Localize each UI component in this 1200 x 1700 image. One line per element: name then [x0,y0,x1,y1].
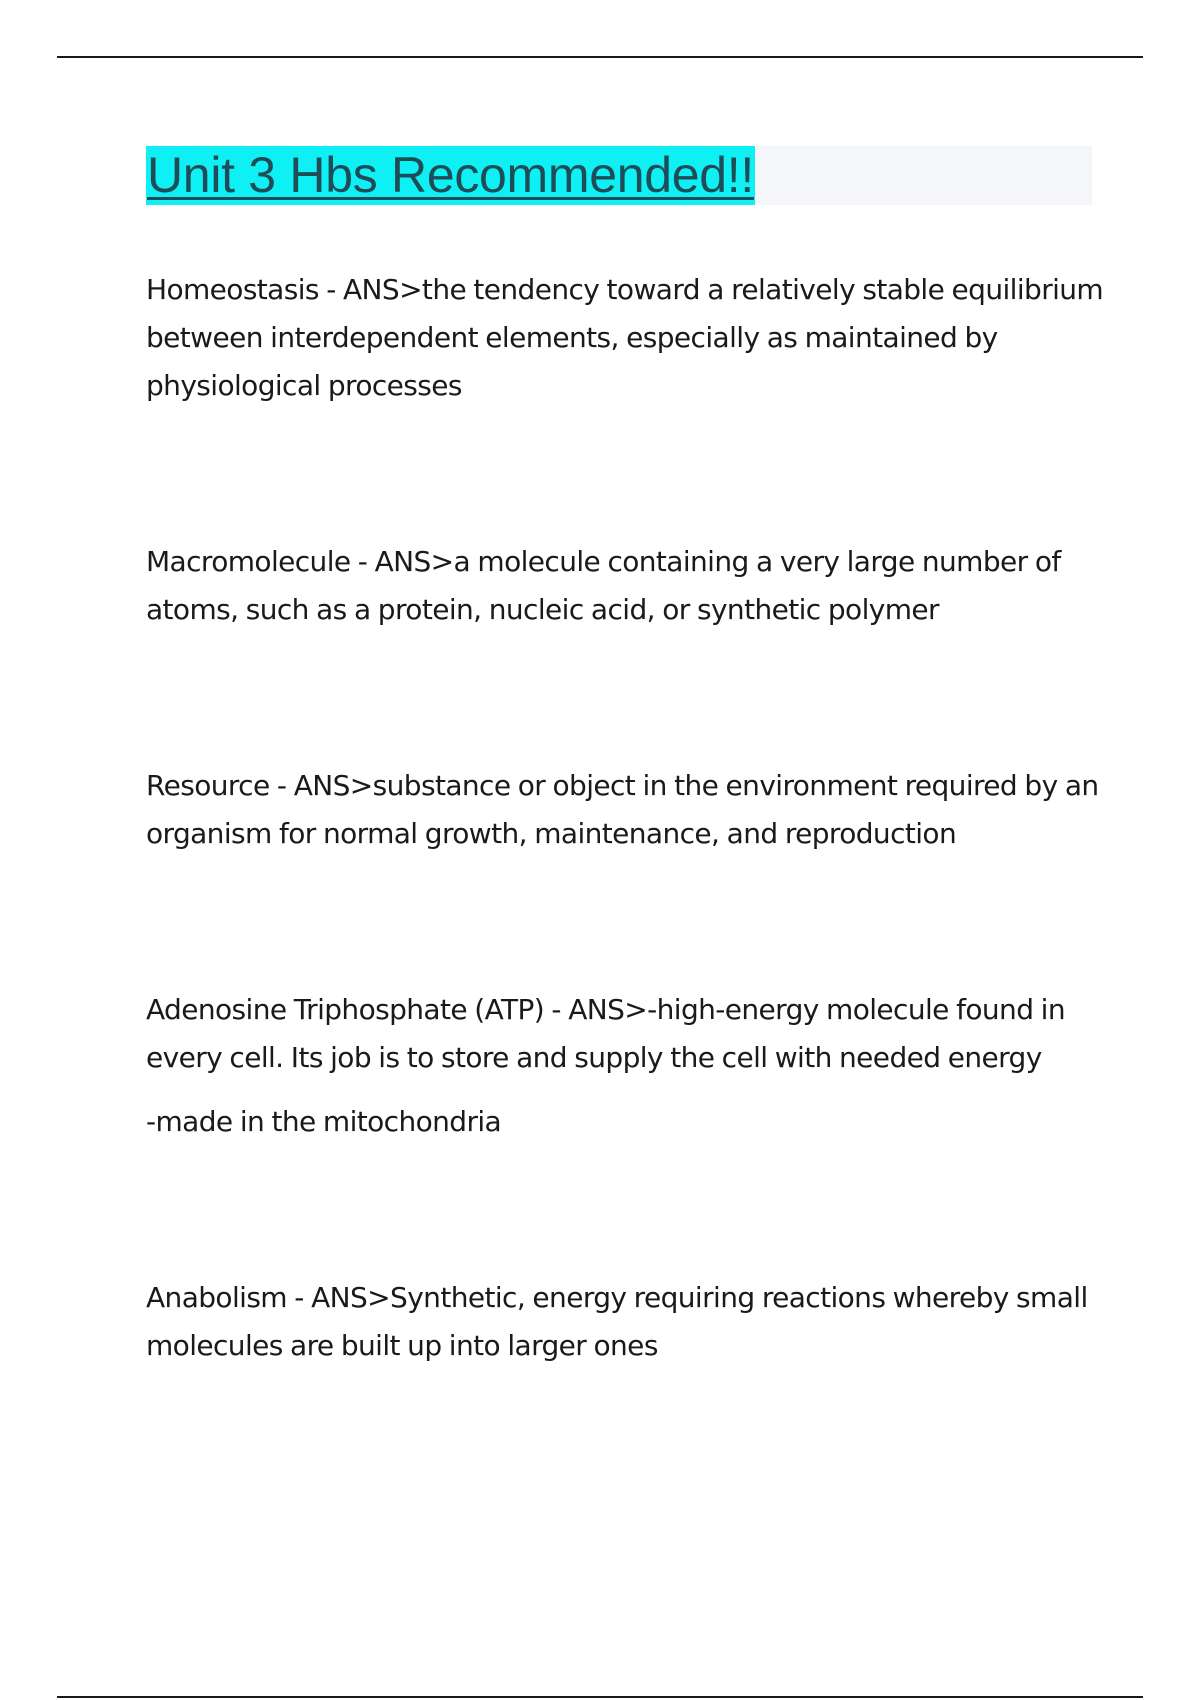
document-body [146,266,1106,1370]
entry-macromolecule: Macromolecule - ANS>a molecule containing a very large number of atoms, such as a protein, nucleic acid, or synthetic polymer [146,545,1061,626]
top-rule [57,56,1143,58]
document-title: Unit 3 Hbs Recommended!! [147,147,754,203]
entry-resource: Resource - ANS>substance or object in the environment required by an organism for normal growth, maintenance, and reproduction [146,769,1099,850]
bottom-rule [57,1696,1143,1698]
entry-anabolism: Anabolism - ANS>Synthetic, energy requiring reactions whereby small molecules are built up into larger ones [146,1281,1088,1362]
entry-atp-text: Adenosine Triphosphate (ATP) - ANS>-high-energy molecule found in every cell. Its job is to store and supply the cell with needed energy [146,993,1065,1074]
entry-atp [146,986,1106,1146]
entry-atp-note: -made in the mitochondria [146,1105,502,1138]
entry-homeostasis: Homeostasis - ANS>the tendency toward a relatively stable equilibrium between interdependent elements, especially as maintained by physiological processes [146,273,1104,402]
